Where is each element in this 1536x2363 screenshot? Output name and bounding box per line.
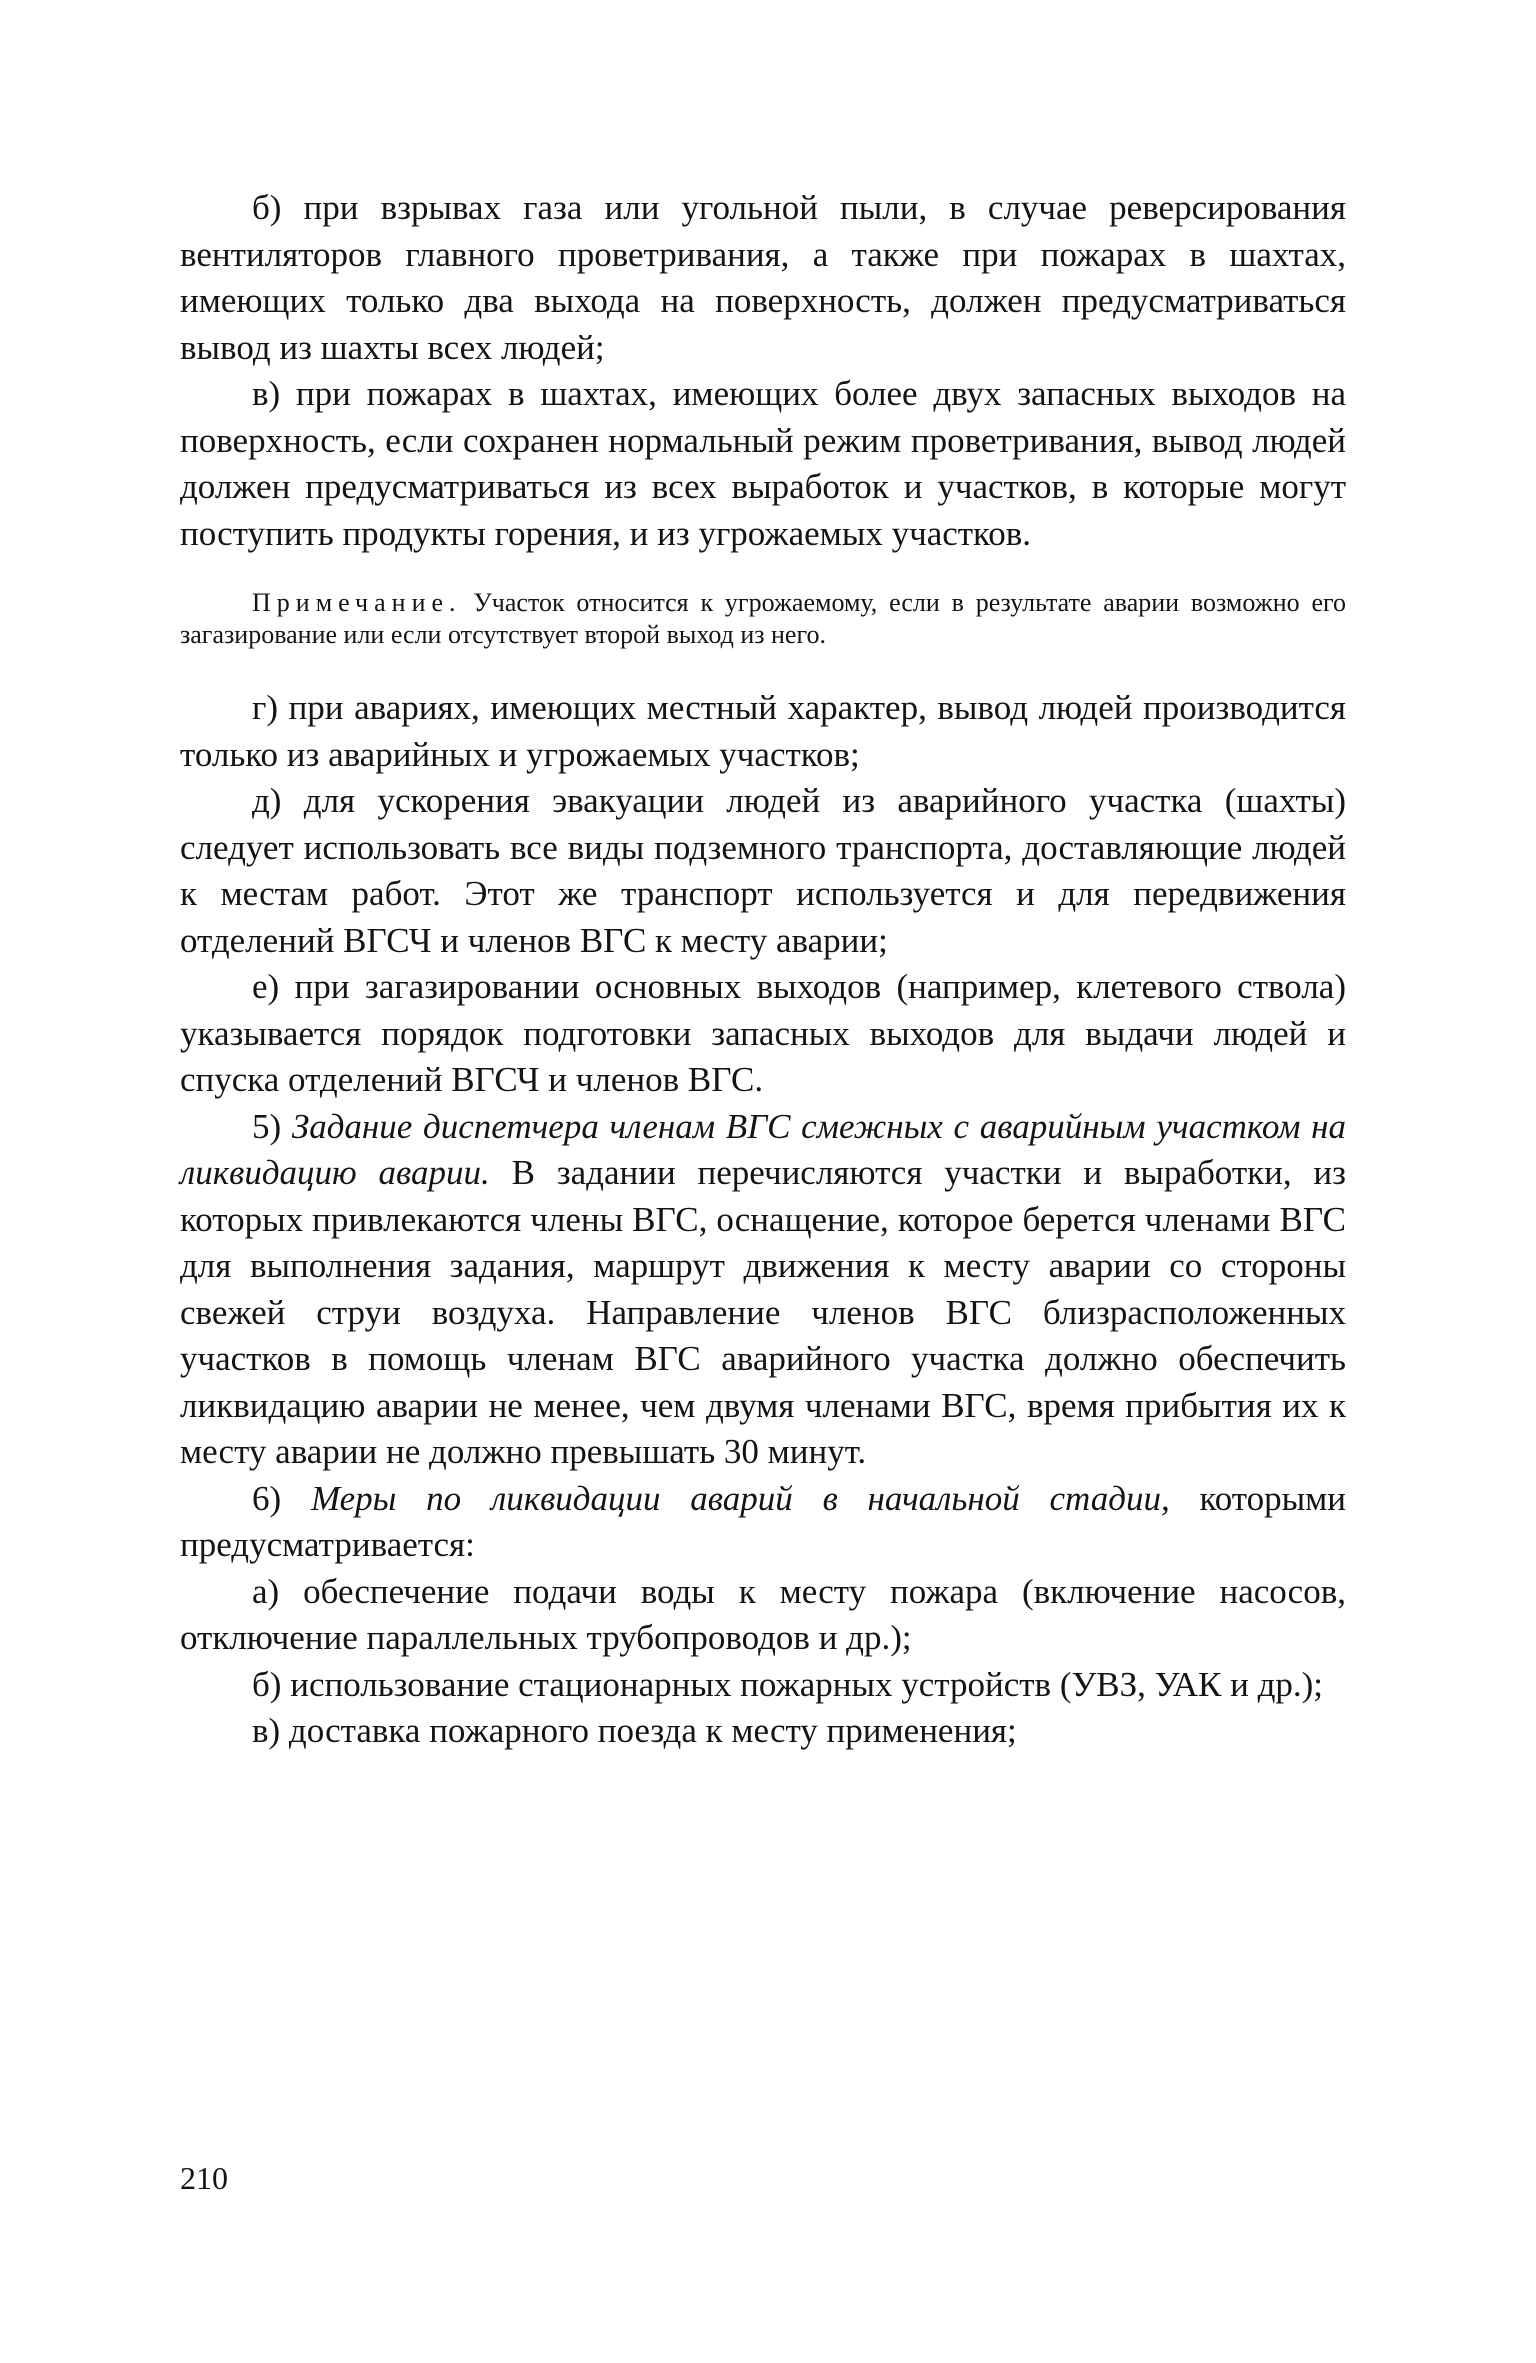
paragraph-v-train: в) доставка пожарного поезда к месту применения;	[252, 1711, 1017, 1750]
item-5-text: В задании перечисляются участки и выработки, из которых привлекаются члены ВГС, оснащение, которое берется членами ВГС для выполнения задания, маршрут движения к месту аварии со стороны свежей струи воздуха. Направление членов ВГС близрасположенных участков в помощь членам ВГС аварийного участка должно обеспечить ликвидацию аварии не менее, чем двумя членами ВГС, время прибытия их к месту аварии не должно превышать 30 минут.	[180, 1153, 1346, 1471]
paragraph-g: г) при авариях, имеющих местный характер, вывод людей производится только из аварийных и угрожаемых участков;	[180, 688, 1346, 774]
paragraph-v: в) при пожарах в шахтах, имеющих более двух запасных выходов на поверхность, если сохранен нормальный режим проветривания, вывод людей должен предусматриваться из всех выработок и участков, в которые могут поступить продукты горения, и из угрожаемых участков.	[180, 374, 1346, 553]
item-6-text: которыми предусматривается:	[180, 1478, 1347, 1564]
page-body	[180, 185, 1346, 1755]
paragraph-d: д) для ускорения эвакуации людей из аварийного участка (шахты) следует использовать все виды подземного транспорта, доставляющие людей к местам работ. Этот же транспорт используется и для передвижения отделений ВГСЧ и членов ВГС к месту аварии;	[180, 781, 1346, 960]
paragraph-b: б) при взрывах газа или угольной пыли, в случае реверсирования вентиляторов главного проветривания, а также при пожарах в шахтах, имеющих только два выхода на поверхность, должен предусматриваться вывод из шахты всех людей;	[180, 188, 1346, 367]
page-number: 210	[180, 2160, 228, 2196]
note-label: Примечание.	[252, 588, 462, 617]
paragraph-e: е) при загазировании основных выходов (например, клетевого ствола) указывается порядок подготовки запасных выходов для выдачи людей и спуска отделений ВГСЧ и членов ВГС.	[180, 967, 1346, 1099]
item-5-title: Задание диспетчера членам ВГС смежных с аварийным участком на ликвидацию аварии.	[180, 1106, 1347, 1192]
note-text: Участок относится к угрожаемому, если в результате аварии возможно его загазирование или если отсутствует второй выход из него.	[180, 588, 1347, 649]
item-6-title: Меры по ликвидации аварий в начальной стадии,	[310, 1478, 1170, 1518]
paragraph-b-devices: б) использование стационарных пожарных устройств (УВЗ, УАК и др.);	[252, 1664, 1324, 1704]
item-6	[180, 1476, 1346, 1569]
item-5	[180, 1104, 1346, 1476]
item-6-number: 6)	[252, 1478, 282, 1518]
paragraph-a: а) обеспечение подачи воды к месту пожара (включение насосов, отключение параллельных трубопроводов и др.);	[180, 1571, 1346, 1657]
note	[180, 587, 1346, 651]
item-5-number: 5)	[252, 1106, 282, 1146]
